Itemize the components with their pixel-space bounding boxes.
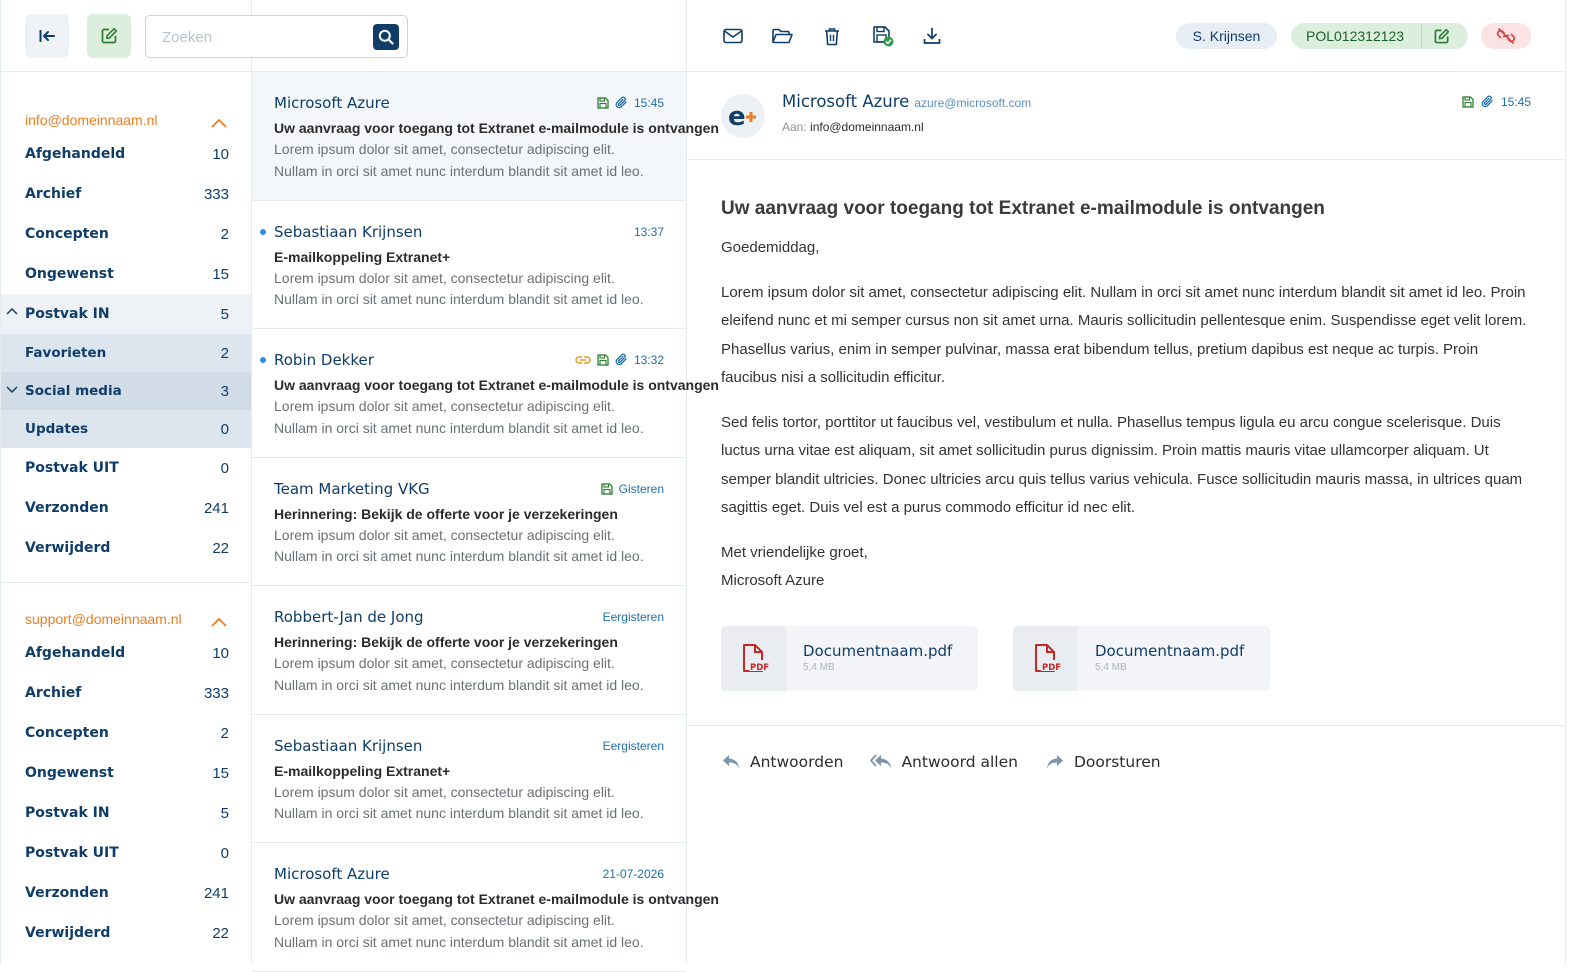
- mail-preview: Lorem ipsum dolor sit amet, consectetur adipiscing elit.: [274, 269, 615, 286]
- mail-sender: Sebastiaan Krijnsen: [274, 736, 423, 755]
- folder-ongewenst[interactable]: [1, 753, 251, 793]
- folder-count: 2: [220, 225, 229, 243]
- saved-icon: [601, 483, 613, 495]
- mail-preview: Lorem ipsum dolor sit amet, consectetur adipiscing elit.: [274, 398, 615, 414]
- recipient-email: info@domeinnaam.nl: [810, 120, 924, 134]
- mail-subject: Herinnering: Bekijk de offerte voor je verzekeringen: [274, 505, 618, 522]
- folder-label: Concepten: [25, 725, 109, 741]
- folder-label: Afgehandeld: [25, 645, 126, 661]
- mail-preview: Nullam in orci sit amet nunc interdum blandit sit amet id leo.: [274, 291, 644, 307]
- forward-label: Doorsturen: [1073, 753, 1161, 771]
- unlink-button[interactable]: [1481, 23, 1531, 49]
- attachment-list: [721, 626, 1270, 691]
- sender-name[interactable]: Microsoft Azure: [782, 92, 910, 111]
- chevron-down-icon[interactable]: [6, 386, 18, 394]
- attachment-icon: [615, 353, 628, 367]
- folder-afgehandeld[interactable]: [1, 134, 251, 174]
- mail-list-item[interactable]: [252, 458, 686, 587]
- folder-label: Verwijderd: [25, 925, 111, 941]
- mail-meta: [601, 482, 664, 496]
- mail-subject: E-mailkoppeling Extranet+: [274, 762, 451, 779]
- folder-label: Ongewenst: [25, 765, 114, 781]
- folder-count: 10: [212, 145, 229, 163]
- svg-text:PDF: PDF: [749, 662, 769, 673]
- mail-preview: Nullam in orci sit amet nunc interdum blandit sit amet id leo.: [274, 548, 644, 564]
- folder-label: Verwijderd: [25, 540, 111, 556]
- mail-sender: Microsoft Azure: [274, 865, 390, 883]
- collapse-left-icon: [39, 29, 55, 43]
- mail-sender: Robbert-Jan de Jong: [274, 608, 424, 626]
- mail-item-header: [274, 480, 664, 498]
- folder-count: 22: [212, 539, 229, 557]
- collapse-sidebar-button[interactable]: [25, 14, 69, 58]
- folder-count: 2: [220, 724, 229, 742]
- folder-label: Favorieten: [25, 345, 107, 361]
- folder-label: Verzonden: [25, 500, 109, 516]
- account-header[interactable]: [1, 72, 251, 134]
- policy-number: POL012312123: [1306, 28, 1405, 44]
- folder-count: 333: [203, 684, 229, 702]
- mail-sender: Microsoft Azure: [274, 94, 390, 112]
- unlink-icon: [1496, 27, 1516, 45]
- mail-subject: Herinnering: Bekijk de offerte voor je verzekeringen: [274, 634, 618, 650]
- mail-icon[interactable]: [721, 24, 745, 48]
- recipient-line: [782, 120, 924, 134]
- folder-count: 5: [220, 305, 229, 323]
- reply-icon: [721, 753, 741, 771]
- search-icon: [378, 29, 394, 45]
- folder-pane: [0, 0, 252, 963]
- reply-label: Antwoorden: [750, 753, 844, 771]
- attachment-info: [786, 626, 952, 691]
- mail-list-item[interactable]: [252, 586, 686, 715]
- account-email: support@domeinnaam.nl: [25, 611, 182, 627]
- folder-label: Concepten: [25, 226, 109, 242]
- search-box[interactable]: [145, 15, 408, 58]
- trash-icon[interactable]: [820, 24, 844, 48]
- folder-count: 10: [212, 644, 229, 662]
- folder-label: Afgehandeld: [25, 146, 126, 162]
- folder-label: Postvak IN: [25, 805, 110, 821]
- folder-archief[interactable]: [1, 673, 251, 713]
- saved-icon: [597, 354, 609, 366]
- message-header: [687, 72, 1565, 160]
- reply-all-label: Antwoord allen: [901, 753, 1018, 771]
- mail-list-item[interactable]: [252, 72, 719, 201]
- folder-label: Postvak UIT: [25, 460, 119, 476]
- chevron-up-icon[interactable]: [6, 307, 18, 315]
- folder-updates[interactable]: [1, 410, 251, 448]
- folder-archief[interactable]: [1, 174, 251, 214]
- mail-item-header: [274, 94, 664, 112]
- mail-list-item[interactable]: [252, 843, 719, 972]
- mail-preview: Nullam in orci sit amet nunc interdum blandit sit amet id leo.: [274, 162, 644, 179]
- folder-label: Postvak UIT: [25, 845, 119, 861]
- mail-subject: Uw aanvraag voor toegang tot Extranet e-mailmodule is ontvangen: [274, 891, 719, 907]
- message-subject: Uw aanvraag voor toegang tot Extranet e-mailmodule is ontvangen: [721, 198, 1325, 219]
- forward-icon: [1045, 753, 1065, 771]
- saved-icon: [597, 97, 609, 109]
- account-header[interactable]: [1, 583, 251, 633]
- folder-postvak-in[interactable]: [1, 294, 251, 334]
- mail-meta: [634, 225, 664, 239]
- mail-item-header: [274, 351, 664, 369]
- folder-ongewenst[interactable]: [1, 254, 251, 294]
- folder-count: 241: [203, 499, 229, 517]
- attachment-card[interactable]: [1013, 626, 1270, 691]
- saved-icon: [1462, 96, 1474, 108]
- mail-item-header: [274, 608, 664, 626]
- message-toolbar: [687, 0, 1565, 72]
- message-meta: [1462, 95, 1531, 109]
- download-icon[interactable]: [920, 24, 944, 48]
- message-greeting: Goedemiddag,: [721, 239, 820, 256]
- attachment-info: [1078, 626, 1244, 691]
- pdf-file-icon: [721, 626, 786, 691]
- mail-preview: Nullam in orci sit amet nunc interdum blandit sit amet id leo.: [274, 805, 644, 821]
- mail-subject: E-mailkoppeling Extranet+: [274, 248, 451, 265]
- mail-item-header: [274, 865, 664, 883]
- folder-verwijderd[interactable]: [1, 528, 251, 568]
- svg-text:e: e: [728, 102, 746, 132]
- folder-count: 241: [203, 884, 229, 902]
- link-icon: [575, 354, 591, 366]
- pdf-file-icon: [1013, 626, 1078, 691]
- mail-sender: Robin Dekker: [274, 351, 374, 369]
- attachment-name: Documentnaam.pdf: [803, 642, 953, 660]
- folder-label: Archief: [25, 685, 82, 701]
- attachment-icon: [615, 96, 628, 110]
- folder-concepten[interactable]: [1, 214, 251, 254]
- folder-count: 333: [203, 185, 229, 203]
- attachment-size: 5,4 MB: [1095, 662, 1127, 673]
- user-name: S. Krijnsen: [1192, 28, 1261, 44]
- folder-count: 2: [220, 344, 229, 362]
- folder-count: 0: [220, 420, 229, 438]
- mail-subject: Uw aanvraag voor toegang tot Extranet e-mailmodule is ontvangen: [274, 120, 719, 136]
- unread-indicator: [260, 229, 266, 235]
- signature-name: Microsoft Azure: [721, 572, 825, 589]
- mail-preview: Lorem ipsum dolor sit amet, consectetur adipiscing elit.: [274, 141, 615, 157]
- unread-indicator: [260, 357, 266, 363]
- attachment-name: Documentnaam.pdf: [1095, 642, 1245, 660]
- folder-label: Social media: [25, 383, 122, 399]
- mail-sender: Team Marketing VKG: [274, 479, 430, 498]
- compose-button[interactable]: [87, 14, 131, 58]
- folder-postvak-uit[interactable]: [1, 448, 251, 488]
- mail-list-item[interactable]: [252, 329, 719, 458]
- mail-preview: Lorem ipsum dolor sit amet, consectetur adipiscing elit.: [274, 526, 615, 543]
- mail-time: Eergisteren: [602, 610, 664, 624]
- folder-label: Verzonden: [25, 885, 109, 901]
- mail-time: Gisteren: [618, 481, 664, 496]
- divider: [1421, 23, 1422, 49]
- folder-verzonden[interactable]: [1, 488, 251, 528]
- sender-email[interactable]: azure@microsoft.com: [914, 96, 1032, 110]
- folder-afgehandeld[interactable]: [1, 633, 251, 673]
- folder-label: Postvak IN: [25, 306, 110, 322]
- message-actions: [687, 726, 1565, 771]
- mail-list-pane: [252, 0, 719, 963]
- folder-verzonden[interactable]: [1, 873, 251, 913]
- folder-label: Updates: [25, 421, 89, 437]
- mail-subject: Uw aanvraag voor toegang tot Extranet e-mailmodule is ontvangen: [274, 377, 719, 393]
- folder-postvak-uit[interactable]: [1, 833, 251, 873]
- folder-count: 15: [212, 764, 229, 782]
- saved-check-icon[interactable]: [871, 24, 895, 48]
- reply-all-icon: [870, 753, 892, 771]
- message-paragraph: Lorem ipsum dolor sit amet, consectetur adipiscing elit. Nullam in orci sit amet nunc interdum blandit sit amet id leo. Proin eleifend nunc et mi semper cursus non sit amet urna. Mauris sollicitudin pellentesque enim. Suspendisse eget velit lorem. Phasellus varius, enim in semper pulvinar, massa erat bibendum tellus, pretium dapibus est neque ac turpis. Proin faucibus nisi a sollicitudin efficitur.: [721, 283, 1527, 386]
- folder-count: 0: [220, 459, 229, 477]
- user-badge[interactable]: [1176, 23, 1277, 49]
- chevron-up-icon[interactable]: [211, 118, 227, 128]
- sender-logo-icon: [727, 102, 759, 132]
- reading-pane: [687, 0, 1566, 963]
- folder-verwijderd[interactable]: [1, 913, 251, 953]
- mail-time: 15:45: [633, 96, 664, 110]
- search-button[interactable]: [373, 24, 399, 50]
- message-signature: [721, 539, 1531, 596]
- folder-count: 3: [220, 382, 229, 400]
- attachment-card[interactable]: [721, 626, 978, 691]
- sender-line: [782, 92, 1031, 111]
- mail-meta: [603, 739, 664, 753]
- mail-item-header: [274, 223, 664, 241]
- folder-favorieten[interactable]: [1, 334, 251, 372]
- message-body: [687, 160, 1565, 726]
- mail-time: 21-07-2026: [602, 867, 664, 881]
- mail-preview: Lorem ipsum dolor sit amet, consectetur adipiscing elit.: [274, 912, 615, 928]
- chevron-up-icon[interactable]: [211, 617, 227, 627]
- mail-time: 13:37: [633, 224, 664, 239]
- message-paragraph: Sed felis tortor, porttitor ut faucibus vel, vestibulum et nulla. Phasellus tempus ligula eu arcu congue scelerisque. Duis luctus urna vitae est aliquam, sit amet sollicitudin purus dignissim. Proin mattis mauris vitae ullamcorper aliquam. Ut semper blandit ultricies. Donec ultricies arcu quis tellus varius vehicula. Fusce sollicitudin mauris massa, in ultrices quam sagittis eget. Duis vel est a purus commodo efficitur id nec elit.: [721, 413, 1523, 516]
- folder-label: Archief: [25, 186, 82, 202]
- mail-list: [252, 72, 719, 972]
- account-email: info@domeinnaam.nl: [25, 112, 158, 128]
- mail-preview: Nullam in orci sit amet nunc interdum blandit sit amet id leo.: [274, 933, 644, 950]
- search-bar: [252, 0, 686, 72]
- mail-list-item[interactable]: [252, 715, 686, 844]
- message-time: 15:45: [1500, 95, 1531, 109]
- compose-icon: [101, 27, 118, 44]
- mail-preview: Lorem ipsum dolor sit amet, consectetur adipiscing elit.: [274, 783, 615, 800]
- mail-preview: Lorem ipsum dolor sit amet, consectetur adipiscing elit.: [274, 655, 615, 671]
- mail-preview: Nullam in orci sit amet nunc interdum blandit sit amet id leo.: [274, 676, 644, 693]
- reply-button[interactable]: [721, 753, 843, 771]
- mail-preview: Nullam in orci sit amet nunc interdum blandit sit amet id leo.: [274, 419, 644, 436]
- recipient-label: Aan:: [782, 120, 807, 134]
- svg-text:PDF: PDF: [1041, 662, 1061, 673]
- folder-count: 22: [212, 924, 229, 942]
- reply-all-button[interactable]: [870, 753, 1018, 771]
- folder-open-icon[interactable]: [770, 24, 794, 48]
- folder-count: 15: [212, 265, 229, 283]
- mail-sender: Sebastiaan Krijnsen: [274, 222, 423, 241]
- folder-label: Ongewenst: [25, 266, 114, 282]
- mail-meta: [575, 353, 664, 367]
- mail-list-item[interactable]: [252, 201, 686, 330]
- mail-meta: [603, 867, 664, 881]
- mail-meta: [603, 610, 664, 624]
- policy-badge[interactable]: [1291, 23, 1468, 49]
- mail-meta: [597, 96, 664, 110]
- mail-time: 13:32: [633, 353, 664, 367]
- closing-text: Met vriendelijke groet,: [721, 543, 868, 561]
- search-input[interactable]: [162, 26, 362, 48]
- folder-count: 5: [220, 804, 229, 822]
- folder-postvak-in[interactable]: [1, 793, 251, 833]
- mail-time: Eergisteren: [602, 738, 664, 753]
- mail-item-header: [274, 737, 664, 755]
- folder-count: 0: [220, 844, 229, 862]
- folder-concepten[interactable]: [1, 713, 251, 753]
- edit-icon[interactable]: [1434, 28, 1450, 44]
- folder-social-media[interactable]: [1, 372, 251, 410]
- attachment-icon: [1481, 95, 1494, 109]
- avatar: [721, 94, 765, 138]
- attachment-size: 5,4 MB: [803, 662, 835, 673]
- forward-button[interactable]: [1045, 753, 1161, 771]
